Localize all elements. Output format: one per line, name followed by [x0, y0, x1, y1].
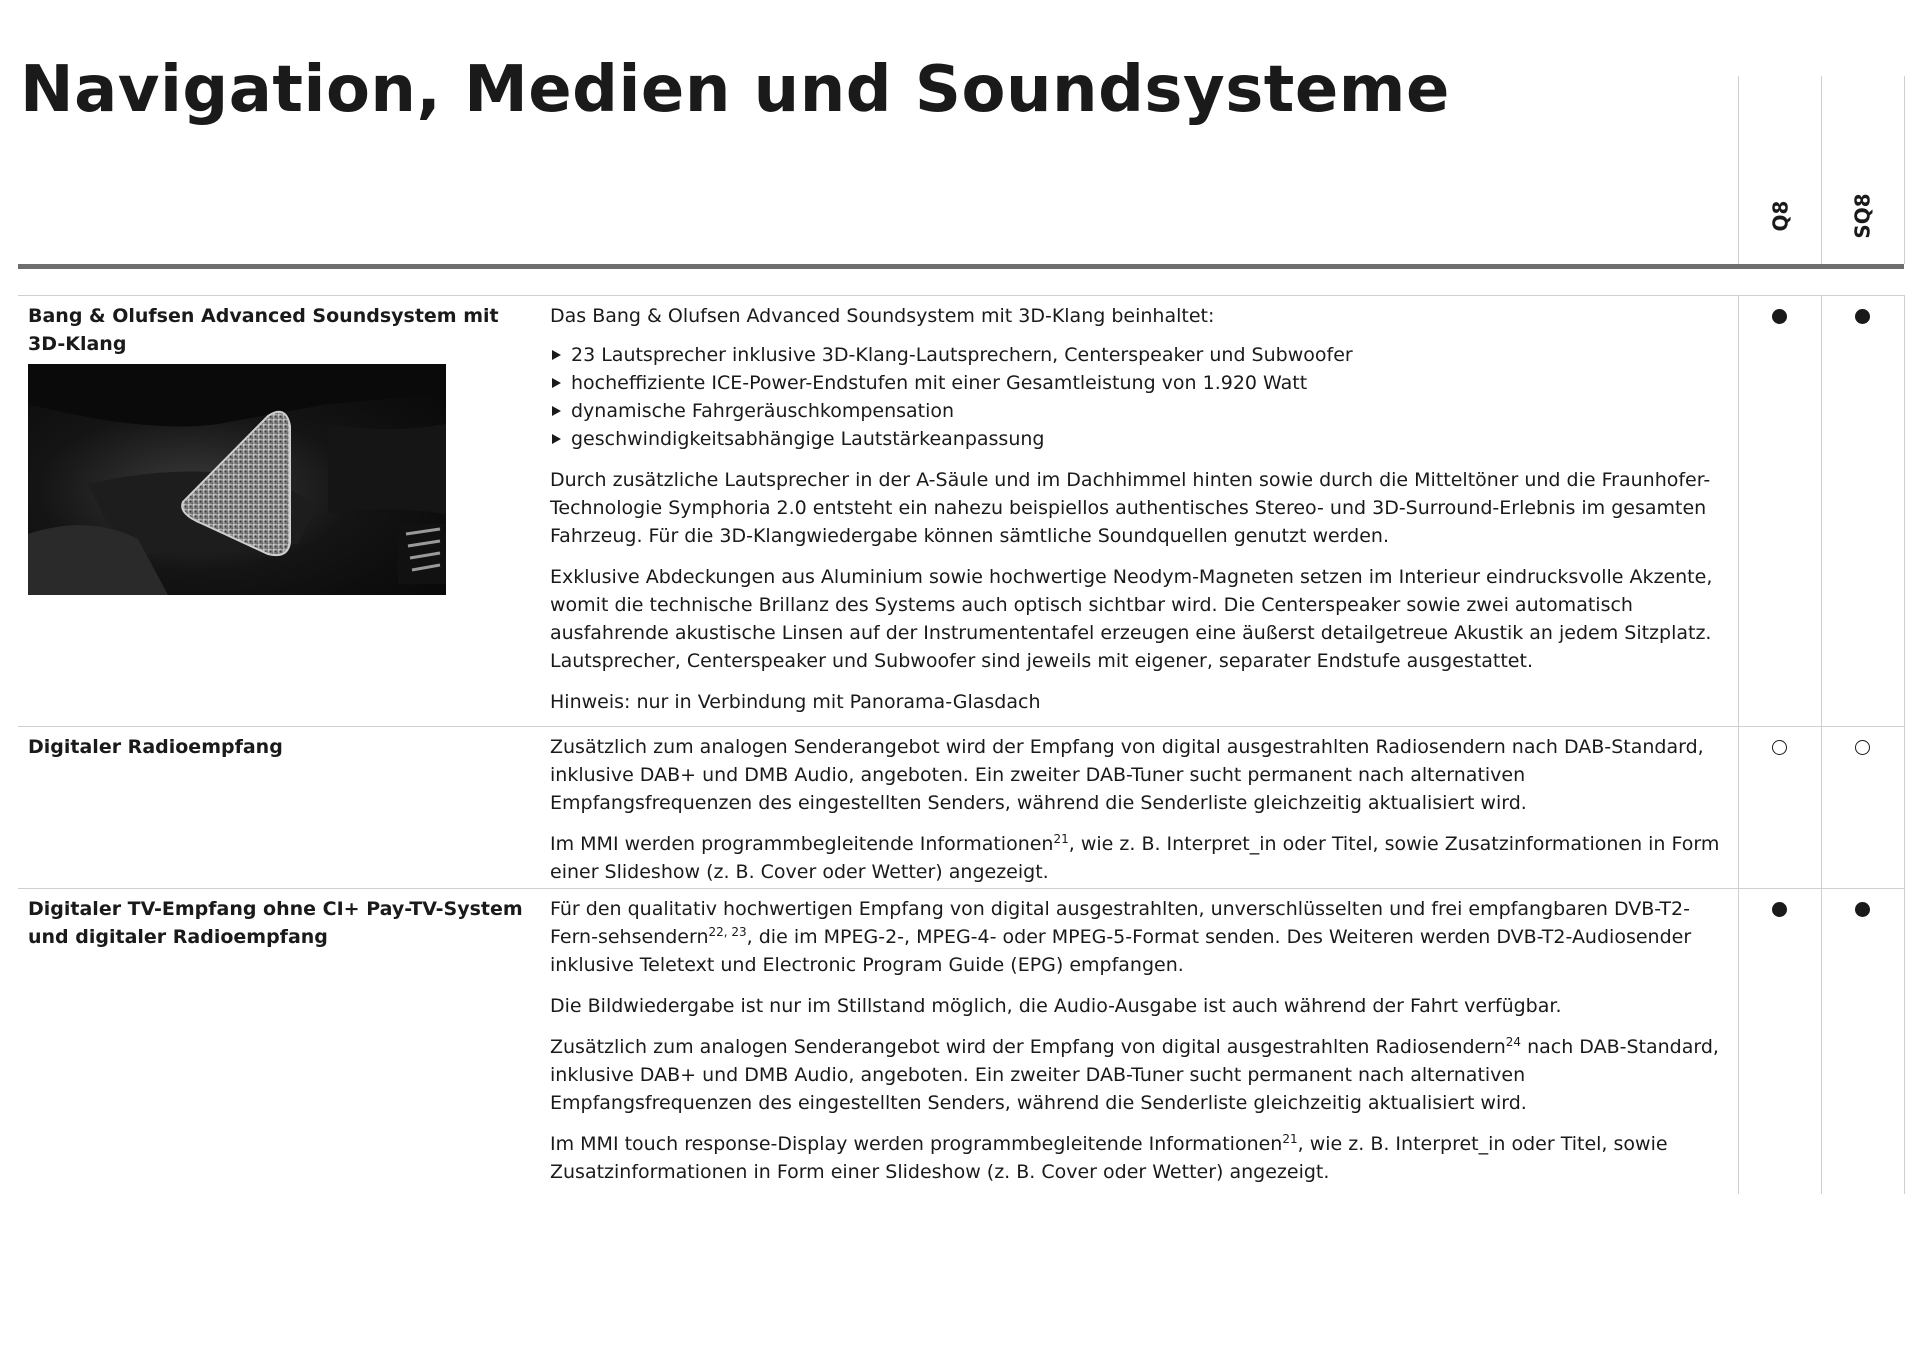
paragraph: Exklusive Abdeckungen aus Aluminium sowie hochwertige Neodym-Magneten setzen im Interieur eindrucksvolle Akzente, womit die technische Brillanz des Systems auch optisch sichtbar wird. Die Centerspeaker sowie zwei automatisch ausfahrende akustische Linsen auf der Instrumententafel erzeugen eine äußerst detailgetreue Akustik an jedem Sitzplatz. Lautsprecher, Centerspeaker und Subwoofer sind jeweils mit eigener, separater Endstufe ausgestattet. [550, 566, 1713, 672]
availability-q8 [1772, 309, 1787, 324]
paragraph: Zusätzlich zum analogen Senderangebot wird der Empfang von digital ausgestrahlten Radiosendern$^{24}$ nach DAB-Standard, inklusive DAB+ und DMB Audio, angeboten. Ein zweiter DAB-Tuner sucht permanent nach alternativen Empfangsfrequenzen des eingestellten Senders, während die Senderliste gleichzeitig aktualisiert wird. [550, 1035, 1719, 1114]
feature-description [550, 302, 1730, 729]
paragraph: Für den qualitativ hochwertigen Empfang von digital ausgestrahlten, unverschlüsselten und frei empfangbaren DVB-T2-Fern-sehsendern$^{22, 23}$, die im MPEG-2-, MPEG-4- oder MPEG-5-Format senden. Des Weiteren werden DVB-T2-Audiosender inklusive Teletext und Electronic Program Guide (EPG) empfangen. [550, 898, 1692, 976]
feature-title: Bang & Olufsen Advanced Soundsystem mit 3D-Klang [28, 305, 499, 355]
feature-bullet-list [550, 341, 1730, 453]
list-item: hocheffiziente ICE-Power-Endstufen mit einer Gesamtleistung von 1.920 Watt [550, 369, 1730, 397]
column-header-sq8: SQ8 [1851, 193, 1876, 239]
speaker-grille-illustration [28, 364, 446, 595]
paragraph: Im MMI werden programmbegleitende Informationen$^{21}$, wie z. B. Interpret_in oder Titel, sowie Zusatzinformationen in Form einer Slideshow (z. B. Cover oder Wetter) angezeigt. [550, 832, 1720, 883]
availability-q8 [1772, 902, 1787, 917]
footnote-ref: 22, 23 [708, 925, 747, 939]
paragraph: Die Bildwiedergabe ist nur im Stillstand möglich, die Audio-Ausgabe ist auch während der Fahrt verfügbar. [550, 995, 1562, 1017]
paragraph: Zusätzlich zum analogen Senderangebot wird der Empfang von digital ausgestrahlten Radiosendern nach DAB-Standard, inklusive DAB+ und DMB Audio, angeboten. Ein zweiter DAB-Tuner sucht permanent nach alternativen Empfangsfrequenzen des eingestellten Senders, während die Senderliste gleichzeitig aktualisiert wird. [550, 736, 1704, 814]
speaker-photo [28, 364, 446, 595]
availability-q8 [1772, 740, 1787, 755]
footnote-ref: 24 [1505, 1035, 1522, 1049]
list-item: dynamische Fahrgeräuschkompensation [550, 397, 1730, 425]
feature-description [550, 733, 1730, 899]
footnote-ref: 21 [1053, 832, 1069, 846]
availability-sq8 [1855, 740, 1870, 755]
column-divider [1738, 76, 1739, 264]
availability-sq8 [1855, 902, 1870, 917]
feature-row-digital-tv [0, 889, 1920, 1194]
feature-row-digital-radio [0, 727, 1920, 888]
availability-sq8 [1855, 309, 1870, 324]
column-divider [1821, 76, 1822, 264]
list-item: 23 Lautsprecher inklusive 3D-Klang-Lautsprechern, Centerspeaker und Subwoofer [550, 341, 1730, 369]
intro-text: Das Bang & Olufsen Advanced Soundsystem mit 3D-Klang beinhaltet: [550, 305, 1215, 327]
feature-title: Digitaler Radioempfang [28, 736, 283, 758]
paragraph: Im MMI touch response-Display werden programmbegleitende Informationen$^{21}$, wie z. B. Interpret_in oder Titel, sowie Zusatzinformationen in Form einer Slideshow (z. B. Cover oder Wetter) angezeigt. [550, 1132, 1668, 1183]
feature-title: Digitaler TV-Empfang ohne CI+ Pay-TV-System und digitaler Radioempfang [28, 898, 523, 948]
footnote-ref: 21 [1282, 1132, 1298, 1146]
note-text: Hinweis: nur in Verbindung mit Panorama-Glasdach [550, 691, 1041, 713]
paragraph: Durch zusätzliche Lautsprecher in der A-Säule und im Dachhimmel hinten sowie durch die Mitteltöner und die Fraunhofer-Technologie Symphoria 2.0 entsteht ein nahezu beispiellos authentisches Stereo- und 3D-Surround-Erlebnis im gesamten Fahrzeug. Für die 3D-Klangwiedergabe können sämtliche Soundquellen genutzt werden. [550, 469, 1711, 547]
list-item: geschwindigkeitsabhängige Lautstärkeanpassung [550, 425, 1730, 453]
column-divider [1904, 76, 1905, 264]
column-header-q8: Q8 [1768, 200, 1793, 232]
feature-row-bang-olufsen [0, 296, 1920, 726]
feature-description [550, 895, 1730, 1199]
page-title: Navigation, Medien und Soundsysteme [20, 53, 1450, 127]
header-rule [18, 264, 1904, 269]
